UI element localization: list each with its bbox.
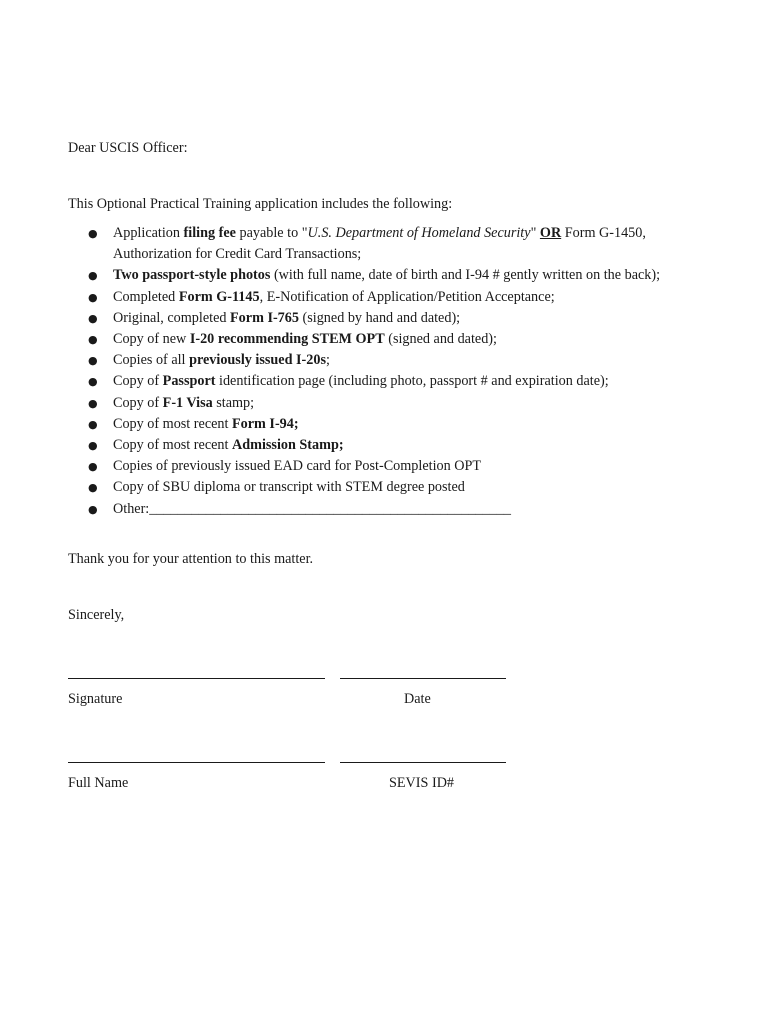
checklist-item-text: I-20 recommending STEM OPT: [189, 331, 385, 348]
signature-label: Signature: [68, 691, 123, 707]
checklist-item: [68, 350, 728, 371]
checklist-item-text: Authorization for Credit Card Transactions;: [113, 246, 362, 263]
bullet-icon: ●: [88, 311, 98, 325]
checklist-item: [68, 477, 728, 498]
closing-sincerely: Sincerely,: [68, 607, 125, 623]
checklist-item-text: , E-Notification of Application/Petition Acceptance;: [259, 288, 555, 305]
checklist: [68, 223, 728, 520]
checklist-item-text: Copies of all: [113, 352, 190, 369]
checklist-item: [68, 393, 728, 414]
thank-you-line: Thank you for your attention to this matter.: [68, 551, 314, 567]
checklist-item: [68, 329, 728, 350]
checklist-item-text: (signed and dated);: [384, 331, 497, 348]
checklist-item-text: Copy of: [113, 373, 163, 390]
bullet-icon: ●: [88, 227, 98, 240]
checklist-item-text: Admission Stamp;: [232, 437, 344, 454]
signature-line[interactable]: [68, 678, 325, 679]
checklist-item-text: identification page (including photo, passport # and expiration date);: [215, 373, 609, 390]
sevis-id-label: SEVIS ID#: [389, 775, 455, 791]
bullet-icon: ●: [88, 502, 98, 516]
date-label: Date: [404, 691, 431, 707]
checklist-item-text: ": [530, 225, 540, 241]
checklist-item-text: Two passport-style photos: [113, 267, 271, 284]
checklist-item-text: Copy of SBU diploma or transcript with STEM degree posted: [113, 479, 465, 496]
checklist-item: [68, 265, 728, 286]
checklist-item-text: ;: [325, 352, 330, 369]
bullet-icon: ●: [88, 460, 98, 474]
bullet-icon: ●: [88, 290, 98, 304]
checklist-item-text: F-1 Visa: [162, 394, 213, 411]
checklist-item-text: Other:___________________________________________________: [113, 500, 512, 517]
checklist-item-text: Form I-94;: [232, 415, 299, 432]
checklist-item-text: previously issued I-20s: [189, 352, 326, 369]
checklist-item-text: U.S. Department of Homeland Security: [307, 225, 531, 241]
checklist-item-text: Copies of previously issued EAD card for Post-Completion OPT: [113, 458, 482, 475]
full-name-label: Full Name: [68, 775, 129, 791]
checklist-item: [68, 435, 728, 456]
checklist-item: [68, 414, 728, 435]
bullet-icon: ●: [88, 375, 98, 389]
checklist-item-text: stamp;: [212, 394, 255, 411]
date-line[interactable]: [340, 678, 506, 679]
checklist-item: [68, 308, 728, 329]
bullet-icon: ●: [88, 333, 98, 347]
bullet-icon: ●: [88, 481, 98, 495]
checklist-item-text: (with full name, date of birth and I-94 # gently written on the back);: [270, 267, 661, 284]
checklist-item-text: Copy of most recent: [113, 415, 232, 432]
checklist-item: [68, 223, 728, 265]
sevis-id-line[interactable]: [340, 762, 506, 763]
bullet-icon: ●: [88, 269, 98, 283]
checklist-item-text: Completed: [113, 288, 179, 305]
checklist-item-text: payable to ": [235, 225, 308, 241]
full-name-line[interactable]: [68, 762, 325, 763]
checklist-item-text: Application: [113, 225, 184, 241]
checklist-item-text: Form G-1450,: [561, 225, 646, 241]
checklist-item-text: filing fee: [183, 225, 236, 241]
checklist-item: [68, 371, 728, 392]
bullet-icon: ●: [88, 439, 98, 453]
checklist-item-text: Form G-1145: [178, 288, 260, 305]
checklist-item-text: Form I-765: [230, 309, 299, 326]
checklist-item-text: Copy of new: [113, 331, 190, 348]
checklist-item-text: Passport: [162, 373, 216, 390]
checklist-item: [68, 287, 728, 308]
checklist-item-text: Copy of most recent: [113, 437, 232, 454]
salutation: Dear USCIS Officer:: [68, 140, 188, 156]
checklist-item: [68, 499, 728, 520]
bullet-icon: ●: [88, 417, 98, 431]
bullet-icon: ●: [88, 396, 98, 410]
checklist-item-text: Copy of: [113, 394, 163, 411]
checklist-item-text: Original, completed: [113, 309, 231, 326]
intro-sentence: This Optional Practical Training application includes the following:: [68, 196, 453, 212]
checklist-item-text: OR: [539, 225, 562, 241]
bullet-icon: ●: [88, 354, 98, 368]
checklist-item-text: (signed by hand and dated);: [298, 309, 461, 326]
checklist-item: [68, 456, 728, 477]
